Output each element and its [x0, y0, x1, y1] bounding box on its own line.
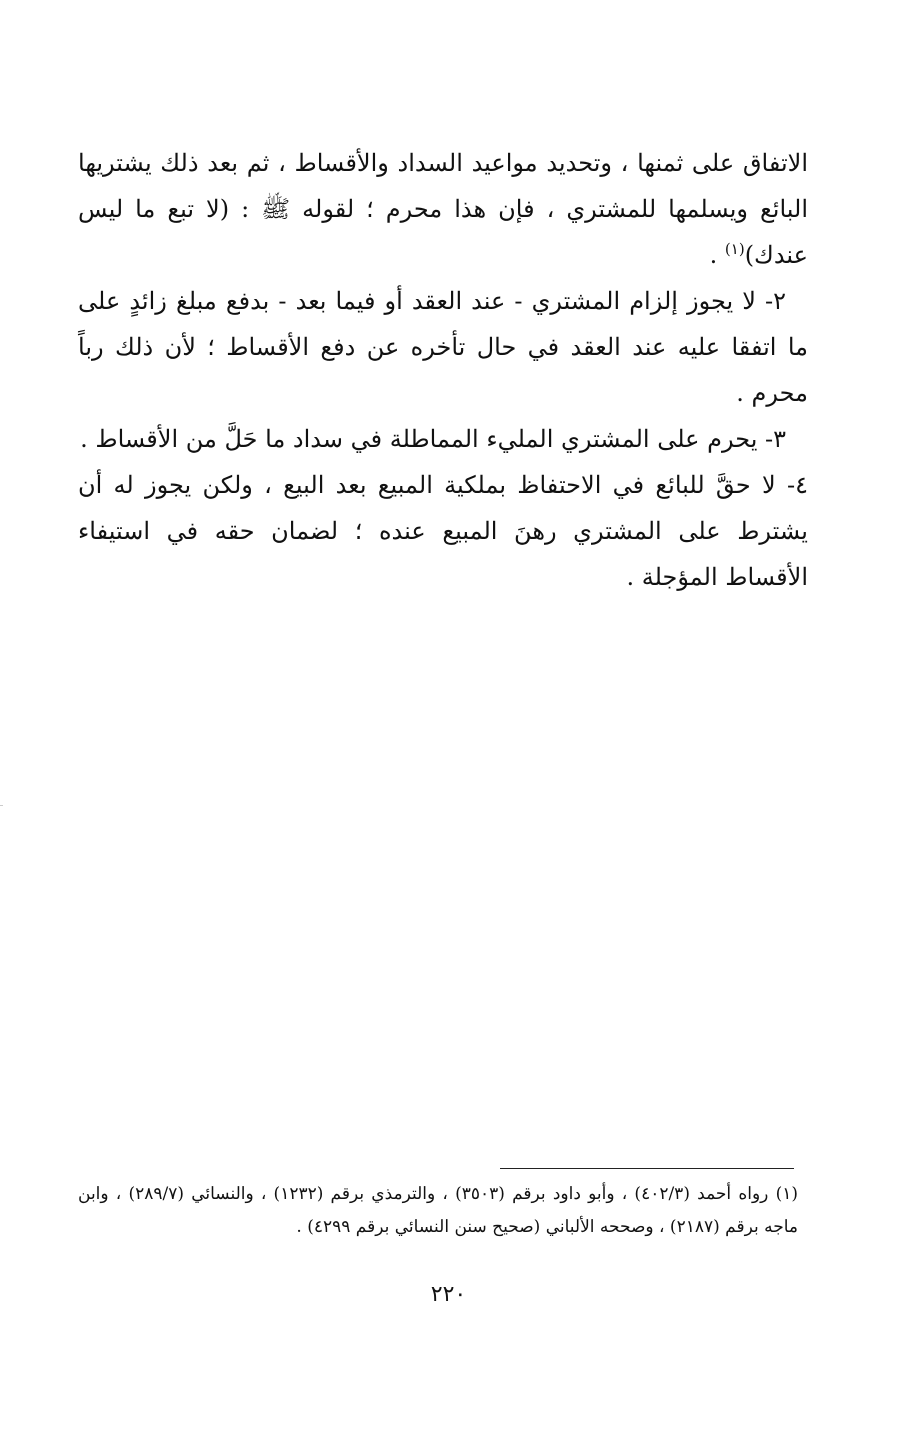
paragraph-end: .: [709, 241, 725, 269]
scan-mark: [0, 805, 3, 806]
list-item-4: ٤- لا حقَّ للبائع في الاحتفاظ بملكية المبيع بعد البيع ، ولكن يجوز له أن يشترط على المشتري رهنَ المبيع عنده ؛ لضمان حقه في استيفاء الأقساط المؤجلة .: [78, 471, 808, 591]
page-number: ٢٢٠: [430, 1282, 467, 1307]
footnote-text: (١) رواه أحمد (٤٠٢/٣) ، وأبو داود برقم (٣٥٠٣) ، والترمذي برقم (١٢٣٢) ، والنسائي (٢٨٩/٧) ، وابن ماجه برقم (٢١٨٧) ، وصححه الألباني (صحيح سنن النسائي برقم ٤٢٩٩) .: [78, 1184, 798, 1237]
paragraph-text: الاتفاق على ثمنها ، وتحديد مواعيد السداد والأقساط ، ثم بعد ذلك يشتريها البائع ويسلمها للمشتري ، فإن هذا محرم ؛ لقوله ﷺ : (لا تبع ما ليس عندك): [78, 149, 809, 269]
footnote-reference: (١): [724, 240, 745, 258]
paragraph-continuation: [78, 140, 808, 278]
list-item-2: ٢- لا يجوز إلزام المشتري - عند العقد أو فيما بعد - بدفع مبلغ زائدٍ على ما اتفقا عليه عند العقد في حال تأخره عن دفع الأقساط ؛ لأن ذلك رباً محرم .: [78, 287, 808, 407]
footnote-block: [78, 1178, 798, 1244]
footnote-divider: [500, 1168, 794, 1169]
list-item-3: ٣- يحرم على المشتري المليء المماطلة في سداد ما حَلَّ من الأقساط .: [80, 425, 786, 453]
main-text: [78, 140, 808, 600]
